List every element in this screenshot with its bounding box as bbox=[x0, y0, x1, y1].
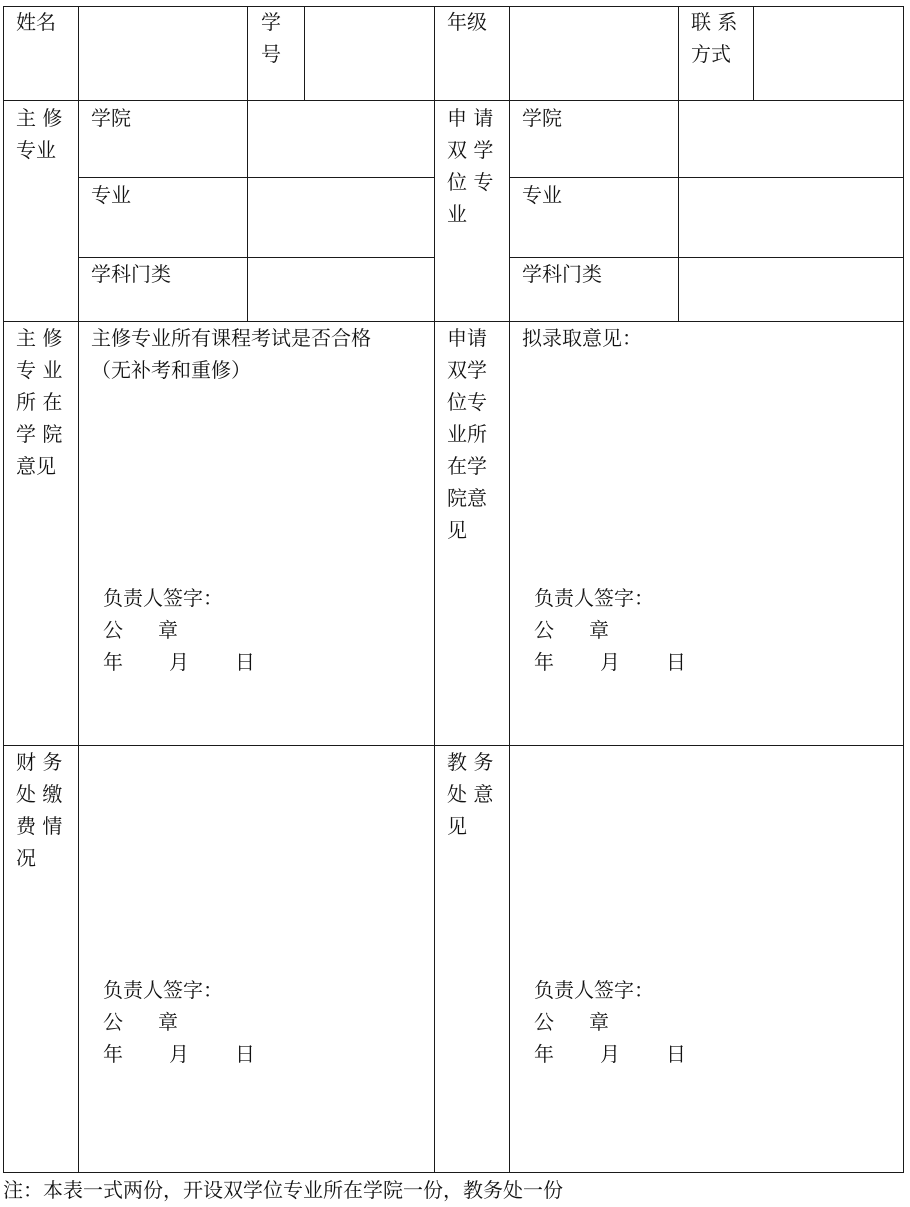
dd-category-label: 学科门类 bbox=[522, 262, 602, 286]
dd-sub-line-1 bbox=[509, 177, 904, 178]
dd-college-label: 学院 bbox=[522, 106, 562, 130]
major-opinion-label-1: 主 修 bbox=[16, 326, 63, 350]
seal-char-b: 章 bbox=[589, 1010, 609, 1034]
major-sub-line-1 bbox=[78, 177, 435, 178]
dd-opinion-label-1: 申请 bbox=[447, 326, 487, 350]
dd-opinion-label-2: 双学 bbox=[447, 358, 487, 382]
academic-label-1: 教 务 bbox=[447, 750, 494, 774]
dd-opinion-label-7: 见 bbox=[447, 518, 467, 542]
col-line-247 bbox=[247, 6, 248, 322]
academic-label-3: 见 bbox=[447, 814, 467, 838]
date-day: 日 bbox=[666, 650, 686, 674]
finance-date bbox=[103, 1038, 255, 1070]
dd-signer-label: 负责人签字： bbox=[534, 586, 654, 610]
date-year: 年 bbox=[534, 650, 554, 674]
col-line-753 bbox=[753, 6, 754, 101]
seal-char-a: 公 bbox=[103, 1010, 123, 1034]
major-opinion-field[interactable] bbox=[80, 390, 432, 580]
dd-label-line3: 位 专 bbox=[447, 170, 494, 194]
border-bottom bbox=[3, 1172, 904, 1173]
date-year: 年 bbox=[534, 1042, 554, 1066]
major-category-field[interactable] bbox=[249, 259, 432, 320]
finance-label-3: 费 情 bbox=[16, 814, 63, 838]
grade-label: 年级 bbox=[447, 10, 487, 34]
major-opinion-label-4: 学 院 bbox=[16, 422, 63, 446]
major-college-label: 学院 bbox=[91, 106, 131, 130]
major-label-line2: 专业 bbox=[16, 138, 56, 162]
date-day: 日 bbox=[235, 1042, 255, 1066]
dd-category-field[interactable] bbox=[680, 259, 901, 320]
seal-char-b: 章 bbox=[158, 618, 178, 642]
date-month: 月 bbox=[600, 650, 620, 674]
finance-seal bbox=[103, 1006, 178, 1038]
academic-label-2: 处 意 bbox=[447, 782, 494, 806]
academic-date bbox=[534, 1038, 686, 1070]
finance-field[interactable] bbox=[80, 748, 432, 968]
major-specialty-label: 专业 bbox=[91, 183, 131, 207]
finance-label-2: 处 缴 bbox=[16, 782, 63, 806]
date-month: 月 bbox=[600, 1042, 620, 1066]
footnote: 注：本表一式两份，开设双学位专业所在学院一份，教务处一份 bbox=[3, 1178, 563, 1202]
finance-label-4: 况 bbox=[16, 846, 36, 870]
major-college-field[interactable] bbox=[249, 102, 432, 176]
major-opinion-label-3: 所 在 bbox=[16, 390, 63, 414]
finance-signer-label: 负责人签字： bbox=[103, 978, 223, 1002]
finance-label-1: 财 务 bbox=[16, 750, 63, 774]
dd-opinion-label-6: 院意 bbox=[447, 486, 487, 510]
seal-char-b: 章 bbox=[158, 1010, 178, 1034]
major-opinion-label-5: 意见 bbox=[16, 454, 56, 478]
contact-field[interactable] bbox=[755, 8, 901, 98]
date-year: 年 bbox=[103, 650, 123, 674]
dd-seal bbox=[534, 614, 609, 646]
name-field[interactable] bbox=[80, 8, 245, 98]
major-category-label: 学科门类 bbox=[91, 262, 171, 286]
dd-label-line1: 申 请 bbox=[447, 106, 494, 130]
major-date bbox=[103, 646, 255, 678]
student-id-field[interactable] bbox=[306, 8, 432, 98]
col-line-434 bbox=[434, 6, 435, 1173]
col-line-304 bbox=[304, 6, 305, 101]
seal-char-a: 公 bbox=[534, 1010, 554, 1034]
contact-label-line1: 联 系 bbox=[691, 10, 738, 34]
col-line-78 bbox=[78, 6, 79, 1173]
border-left bbox=[3, 6, 4, 1173]
major-specialty-field[interactable] bbox=[249, 179, 432, 256]
contact-label-line2: 方式 bbox=[691, 42, 731, 66]
dd-date bbox=[534, 646, 686, 678]
dd-specialty-label: 专业 bbox=[522, 183, 562, 207]
border-right bbox=[903, 6, 904, 1173]
col-line-509 bbox=[509, 6, 510, 1173]
major-signer-label: 负责人签字： bbox=[103, 586, 223, 610]
date-month: 月 bbox=[169, 650, 189, 674]
academic-field[interactable] bbox=[511, 748, 901, 968]
date-day: 日 bbox=[666, 1042, 686, 1066]
border-row1-bottom bbox=[3, 100, 904, 101]
seal-char-a: 公 bbox=[103, 618, 123, 642]
dd-admission-label: 拟录取意见： bbox=[522, 326, 642, 350]
dd-college-field[interactable] bbox=[680, 102, 901, 176]
dd-label-line2: 双 学 bbox=[447, 138, 494, 162]
student-id-label-line1: 学 bbox=[261, 10, 281, 34]
dd-opinion-field[interactable] bbox=[511, 360, 901, 580]
student-id-label-line2: 号 bbox=[261, 42, 281, 66]
seal-char-a: 公 bbox=[534, 618, 554, 642]
major-opinion-label-2: 专 业 bbox=[16, 358, 63, 382]
major-exam-note: （无补考和重修） bbox=[91, 358, 251, 382]
dd-opinion-label-5: 在学 bbox=[447, 454, 487, 478]
major-label-line1: 主 修 bbox=[16, 106, 63, 130]
seal-char-b: 章 bbox=[589, 618, 609, 642]
dd-opinion-label-3: 位专 bbox=[447, 390, 487, 414]
dd-opinion-label-4: 业所 bbox=[447, 422, 487, 446]
dd-specialty-field[interactable] bbox=[680, 179, 901, 256]
academic-seal bbox=[534, 1006, 609, 1038]
major-seal bbox=[103, 614, 178, 646]
dd-label-line4: 业 bbox=[447, 202, 467, 226]
date-day: 日 bbox=[235, 650, 255, 674]
date-month: 月 bbox=[169, 1042, 189, 1066]
major-exam-question: 主修专业所有课程考试是否合格 bbox=[91, 326, 371, 350]
col-line-678 bbox=[678, 6, 679, 322]
grade-field[interactable] bbox=[511, 8, 676, 98]
name-label: 姓名 bbox=[16, 10, 56, 34]
academic-signer-label: 负责人签字： bbox=[534, 978, 654, 1002]
date-year: 年 bbox=[103, 1042, 123, 1066]
